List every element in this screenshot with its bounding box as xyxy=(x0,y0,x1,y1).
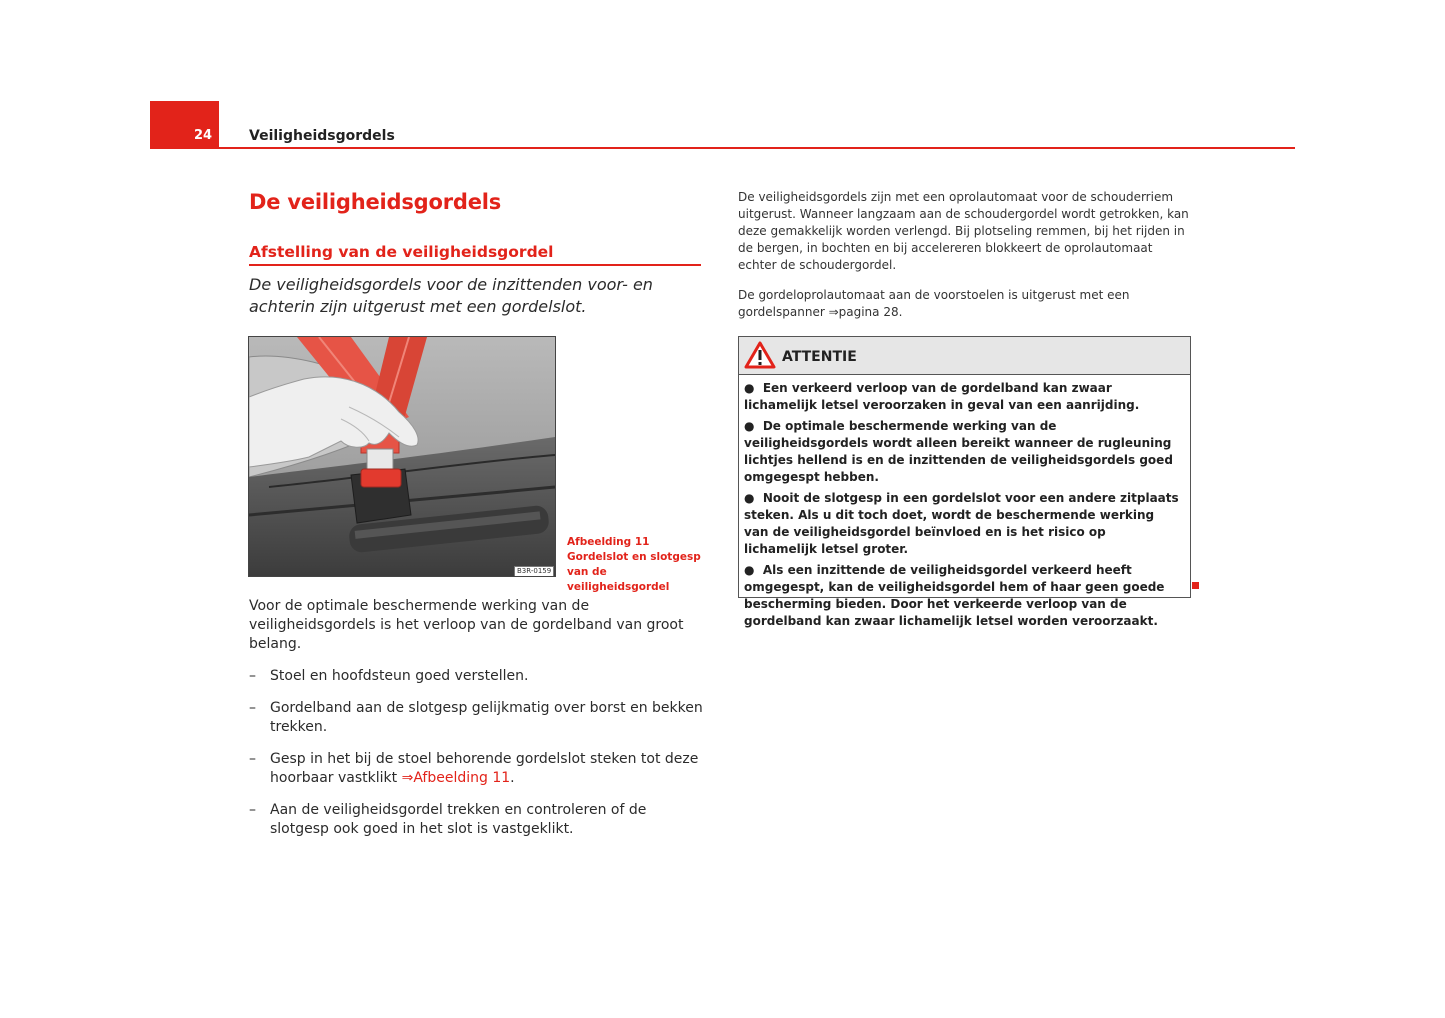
page-number-box xyxy=(150,101,219,149)
right-column xyxy=(738,189,1193,334)
figure-reference-link[interactable]: ⇒Afbeelding 11 xyxy=(401,770,511,786)
bullet-icon: ● xyxy=(744,563,755,577)
step-item xyxy=(249,750,704,788)
bullet-icon: ● xyxy=(744,491,755,505)
warning-item-text: Als een inzittende de veiligheidsgordel verkeerd heeft omgegespt, kan de veiligheidsgordel hem of haar geen goede bescherming bieden. Door het verkeerde verloop van de gordelband kan zwaar lichamelijk letsel worden veroorzaakt. xyxy=(744,563,1165,628)
warning-item xyxy=(744,418,1182,486)
warning-triangle-icon xyxy=(744,341,776,369)
section-heading: De veiligheidsgordels xyxy=(249,190,502,214)
figure-caption: Afbeelding 11 Gordelslot en slotgesp van de veiligheidsgordel xyxy=(567,536,701,593)
warning-title: ATTENTIE xyxy=(782,349,857,365)
warning-item xyxy=(744,380,1182,414)
step-text: Stoel en hoofdsteun goed verstellen. xyxy=(270,668,529,684)
warning-box xyxy=(738,336,1191,628)
seatbelt-illustration xyxy=(249,337,555,576)
subsection-heading: Afstelling van de veiligheidsgordel xyxy=(249,243,701,266)
header-rule xyxy=(219,147,1295,149)
step-item xyxy=(249,699,704,737)
warning-header xyxy=(739,337,1190,375)
step-text: Gordelband aan de slotgesp gelijkmatig over borst en bekken trekken. xyxy=(270,700,703,735)
page-number: 24 xyxy=(194,128,213,143)
running-header-title: Veiligheidsgordels xyxy=(249,128,395,144)
step-item xyxy=(249,801,704,839)
step-dash: – xyxy=(249,668,256,684)
figure-seatbelt-buckle xyxy=(248,336,556,577)
figure-code: B3R-0159 xyxy=(514,566,554,577)
step-end: . xyxy=(510,770,515,786)
warning-item xyxy=(744,562,1182,630)
step-text: Aan de veiligheidsgordel trekken en controleren of de slotgesp ook goed in het slot is vastgeklikt. xyxy=(270,802,647,837)
body-paragraph: Voor de optimale beschermende werking van de veiligheidsgordels is het verloop van de gordelband van groot belang. xyxy=(249,598,684,652)
warning-item-text: Nooit de slotgesp in een gordelslot voor een andere zitplaats steken. Als u dit toch doet, wordt de beschermende werking van de veiligheidsgordel beïnvloed en is het risico op lichamelijk letsel groter. xyxy=(744,491,1179,556)
warning-item xyxy=(744,490,1182,558)
right-paragraph-1: De veiligheidsgordels zijn met een oprolautomaat voor de schouderriem uitgerust. Wanneer langzaam aan de schoudergordel wordt getrokken, kan deze gemakkelijk worden verlengd. Bij plotseling remmen, bij het rijden in de bergen, in bochten en bij accelereren blokkeert de oprolautomaat echter de schoudergordel. xyxy=(738,190,1189,272)
left-body xyxy=(249,597,704,852)
step-dash: – xyxy=(249,700,256,716)
bullet-icon: ● xyxy=(744,419,755,433)
step-dash: – xyxy=(249,802,256,818)
step-item xyxy=(249,667,704,686)
step-dash: – xyxy=(249,751,256,767)
warning-body xyxy=(739,375,1190,630)
bullet-icon: ● xyxy=(744,381,755,395)
warning-item-text: Een verkeerd verloop van de gordelband kan zwaar lichamelijk letsel veroorzaken in geval van een aanrijding. xyxy=(744,381,1140,412)
step-text: Gesp in het bij de stoel behorende gordelslot steken tot deze hoorbaar vastklikt xyxy=(270,751,699,786)
warning-item-text: De optimale beschermende werking van de veiligheidsgordels wordt alleen bereikt wanneer de rugleuning lichtjes hellend is en de inzittenden de veiligheidsgordels goed omgegespt hebben. xyxy=(744,419,1173,484)
intro-text: De veiligheidsgordels voor de inzittenden voor- en achterin zijn uitgerust met een gordelslot. xyxy=(249,275,653,316)
section-end-marker xyxy=(1192,582,1199,589)
right-paragraph-2: De gordeloprolautomaat aan de voorstoelen is uitgerust met een gordelspanner ⇒pagina 28. xyxy=(738,288,1130,319)
